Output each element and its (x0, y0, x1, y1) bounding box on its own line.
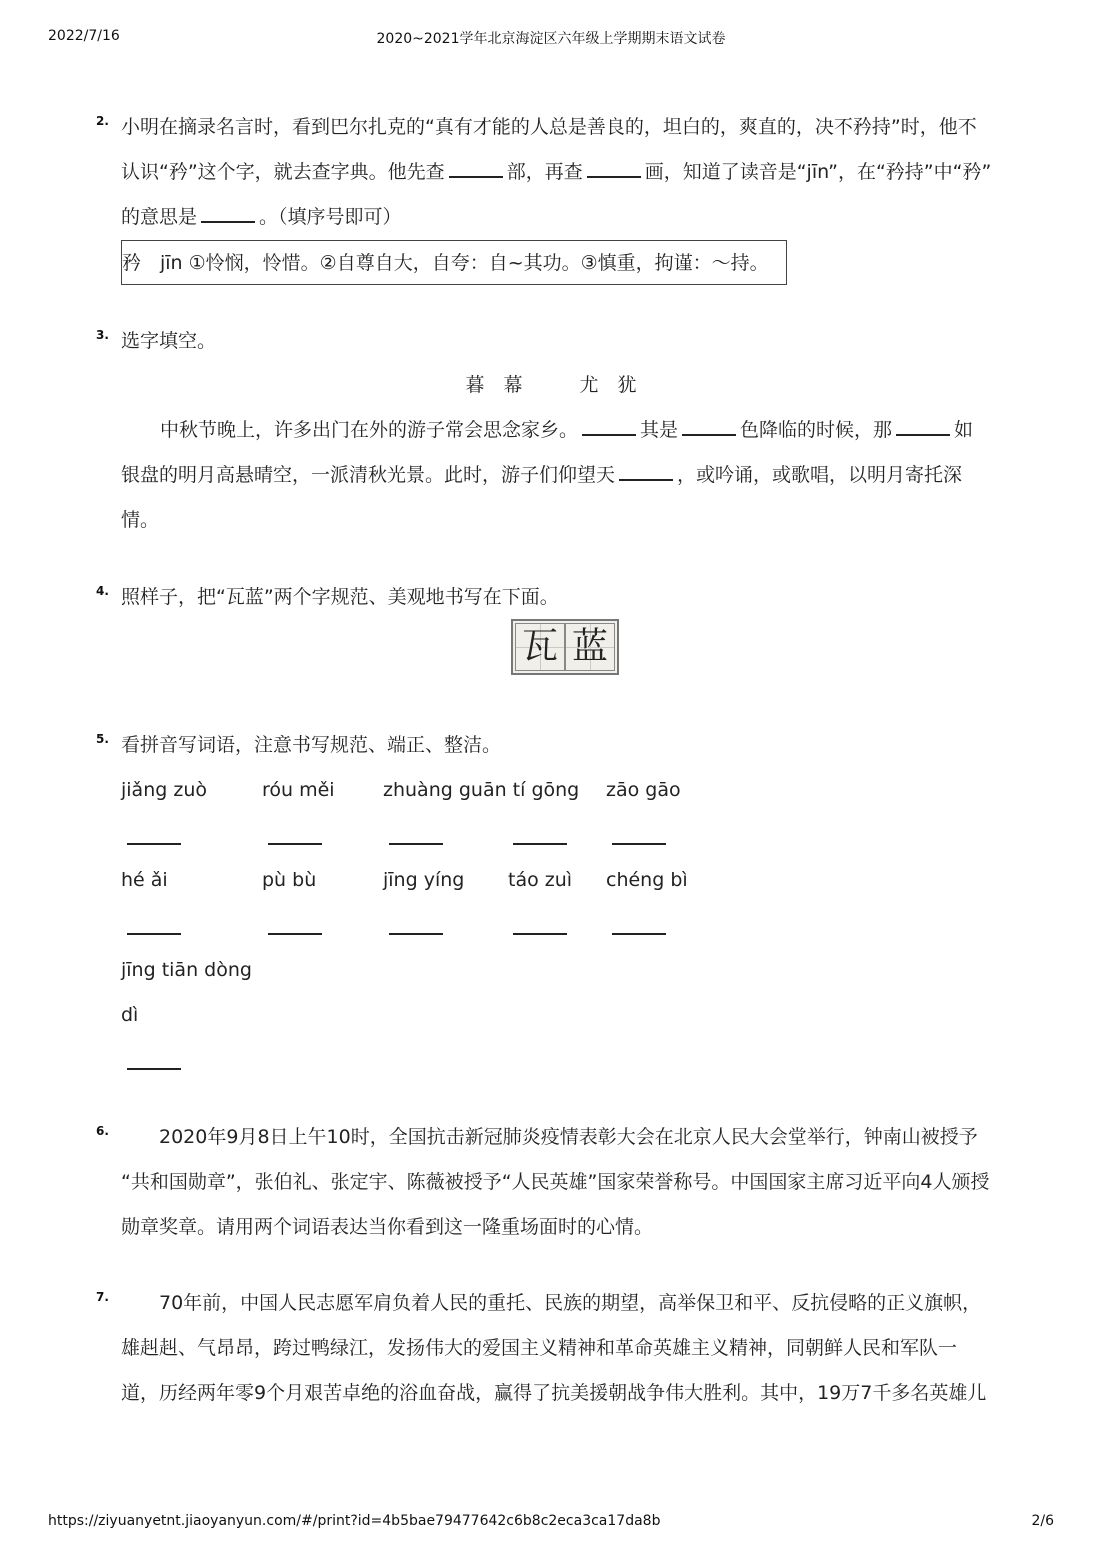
q3-line-1-text-c: 色降临的时候，那 (740, 419, 893, 441)
q3-line-2 (121, 461, 962, 489)
answer-blank[interactable] (619, 463, 673, 481)
dictionary-definition-box (121, 240, 787, 285)
answer-blank[interactable] (896, 418, 950, 436)
pinyin-item: chéng bì (606, 869, 688, 891)
answer-line[interactable] (127, 933, 181, 935)
q3-character-choices: 暮 幕 尤 犹 (465, 374, 637, 396)
pinyin-item: jiǎng zuò (121, 779, 207, 801)
calligraphy-cell-2: 蓝 (565, 623, 615, 671)
pinyin-item: jīng tiān dòng (121, 959, 252, 981)
q6-line-1: 2020年9月8日上午10时，全国抗击新冠肺炎疫情表彰大会在北京人民大会堂举行，钟南山被授予 (121, 1126, 978, 1148)
q3-line-1-text-a: 中秋节晚上，许多出门在外的游子常会思念家乡。 (160, 419, 579, 441)
print-url: https://ziyuanyetnt.jiaoyanyun.com/#/print?id=4b5bae79477642c6b8c2eca3ca17da8b (48, 1513, 661, 1529)
question-number-6: 6. (96, 1124, 109, 1138)
q3-prompt: 选字填空。 (121, 330, 217, 352)
answer-line[interactable] (612, 933, 666, 935)
q2-line-3-text-b: 。（填序号即可） (259, 206, 402, 228)
pinyin-item-continued: dì (121, 1004, 139, 1026)
q2-line-2-text-a: 认识“矜”这个字，就去查字典。他先查 (121, 161, 445, 183)
answer-line[interactable] (612, 843, 666, 845)
answer-line[interactable] (389, 933, 443, 935)
q4-prompt: 照样子，把“瓦蓝”两个字规范、美观地书写在下面。 (121, 586, 559, 608)
q3-line-2-text-b: ，或吟诵，或歌唱，以明月寄托深 (677, 464, 963, 486)
question-number-5: 5. (96, 732, 109, 746)
q6-line-3: 勋章奖章。请用两个词语表达当你看到这一隆重场面时的心情。 (121, 1216, 654, 1238)
answer-line[interactable] (127, 1068, 181, 1070)
q3-line-1-text-d: 如 (954, 419, 974, 441)
pinyin-item: róu měi (262, 779, 335, 801)
q2-line-2 (121, 158, 991, 186)
q3-line-1 (160, 416, 973, 444)
q2-line-2-text-b: 部，再查 (506, 161, 583, 183)
answer-blank[interactable] (449, 160, 503, 178)
print-date: 2022/7/16 (48, 28, 120, 44)
answer-blank[interactable] (682, 418, 736, 436)
dictionary-definition: 矜 jīn ①怜悯，怜惜。②自尊自大，自夸：自~其功。③慎重，拘谨：～持。 (122, 252, 769, 274)
q2-line-2-text-c: 画，知道了读音是“jīn”，在“矜持”中“矜” (644, 161, 992, 183)
answer-line[interactable] (268, 933, 322, 935)
answer-blank[interactable] (201, 205, 255, 223)
answer-line[interactable] (268, 843, 322, 845)
answer-line[interactable] (127, 843, 181, 845)
answer-line[interactable] (513, 843, 567, 845)
answer-blank[interactable] (587, 160, 641, 178)
calligraphy-sample-grid (511, 619, 619, 675)
answer-line[interactable] (389, 843, 443, 845)
q2-line-3 (121, 203, 402, 231)
calligraphy-cell-1: 瓦 (515, 623, 565, 671)
question-number-4: 4. (96, 584, 109, 598)
q3-line-3: 情。 (121, 509, 160, 531)
q7-line-3: 道，历经两年零9个月艰苦卓绝的浴血奋战，赢得了抗美援朝战争伟大胜利。其中，19万7千多名英雄儿 (121, 1382, 987, 1404)
q7-line-2: 雄赳赳、气昂昂，跨过鸭绿江，发扬伟大的爱国主义精神和革命英雄主义精神，同朝鲜人民和军队一 (121, 1337, 958, 1359)
answer-line[interactable] (513, 933, 567, 935)
pinyin-item: zāo gāo (606, 779, 681, 801)
question-number-3: 3. (96, 328, 109, 342)
page-number: 2/6 (1031, 1513, 1054, 1529)
q2-line-3-text-a: 的意思是 (121, 206, 198, 228)
q3-line-1-text-b: 其是 (640, 419, 679, 441)
document-title: 2020~2021学年北京海淀区六年级上学期期末语文试卷 (376, 31, 726, 47)
pinyin-item: jīng yíng (383, 869, 465, 891)
question-number-7: 7. (96, 1290, 109, 1304)
question-number-2: 2. (96, 114, 109, 128)
pinyin-item: táo zuì (508, 869, 573, 891)
pinyin-item: pù bù (262, 869, 317, 891)
q2-line-1: 小明在摘录名言时，看到巴尔扎克的“真有才能的人总是善良的，坦白的，爽直的，决不矜持”时，他不 (121, 116, 977, 138)
q7-line-1: 70年前，中国人民志愿军肩负着人民的重托、民族的期望，高举保卫和平、反抗侵略的正义旗帜， (121, 1292, 982, 1314)
pinyin-item: zhuàng guān tí gōng (383, 779, 580, 801)
q5-prompt: 看拼音写词语，注意书写规范、端正、整洁。 (121, 734, 502, 756)
answer-blank[interactable] (582, 418, 636, 436)
q3-line-2-text-a: 银盘的明月高悬晴空，一派清秋光景。此时，游子们仰望天 (121, 464, 616, 486)
pinyin-item: hé ǎi (121, 869, 168, 891)
q6-line-2: “共和国勋章”，张伯礼、张定宇、陈薇被授予“人民英雄”国家荣誉称号。中国国家主席习近平向4人颁授 (121, 1171, 990, 1193)
